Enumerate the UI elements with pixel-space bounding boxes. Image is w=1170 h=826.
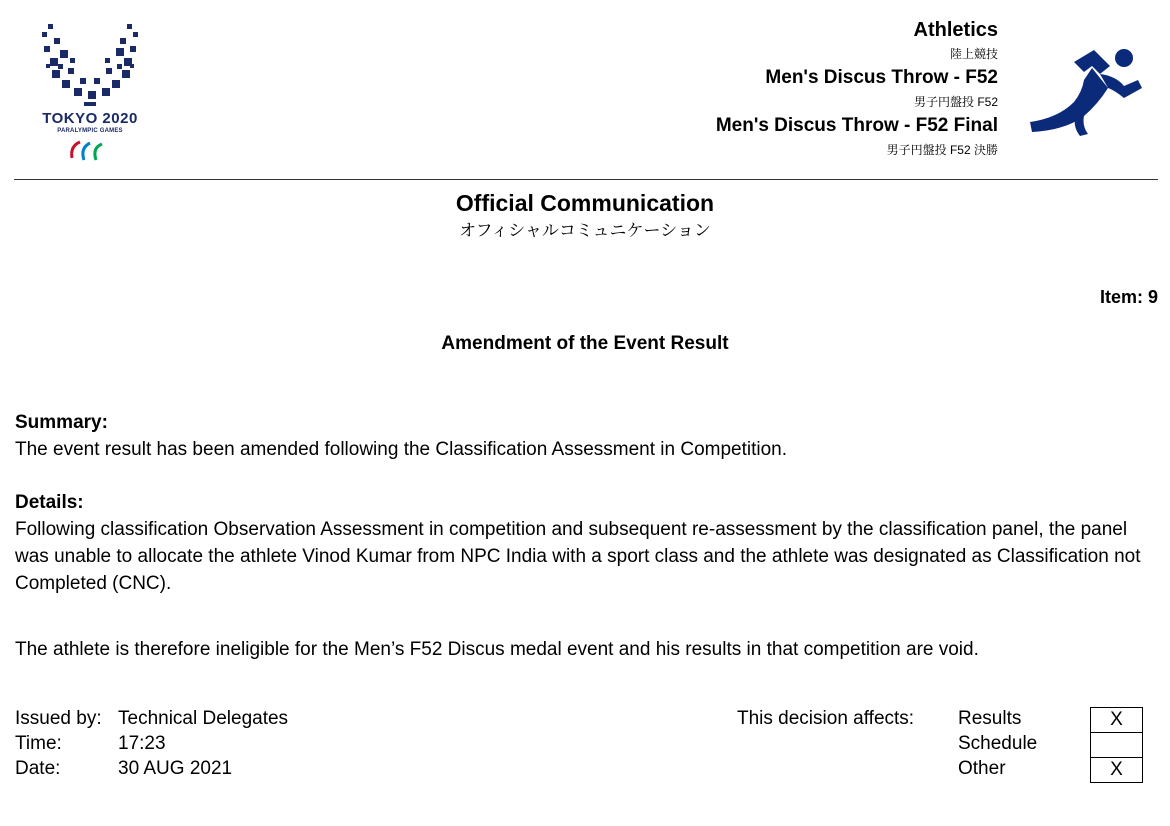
sport-name: Athletics: [913, 19, 998, 41]
logo-text: TOKYO 2020: [42, 110, 138, 127]
event-title-block: [716, 18, 998, 162]
event-name-jp: 男子円盤投 F52: [913, 95, 998, 109]
schedule-mark-box: [1091, 733, 1142, 758]
date-label: Date:: [15, 758, 61, 779]
results-mark-box: X: [1091, 708, 1142, 733]
affects-list: [958, 706, 1037, 781]
phase-name: Men's Discus Throw - F52 Final: [715, 115, 998, 136]
issued-by-value: Technical Delegates: [118, 708, 289, 729]
affects-item-other: Other: [958, 758, 1006, 779]
issued-info: [15, 706, 288, 781]
summary-text: The event result has been amended following the Classification Assessment in Competition.: [15, 439, 788, 460]
document-body: [15, 409, 1160, 663]
phase-name-jp: 男子円盤投 F52 決勝: [886, 143, 998, 157]
details-label: Details:: [15, 492, 84, 513]
tokyo-2020-paralympic-logo: [40, 18, 140, 168]
header-divider: [14, 179, 1158, 180]
date-value: 30 AUG 2021: [118, 758, 233, 779]
affects-checkboxes: [1090, 707, 1143, 783]
item-number: Item: 9: [1099, 287, 1158, 307]
communication-title: [0, 188, 1170, 244]
time-label: Time:: [15, 733, 62, 754]
subject-title: Amendment of the Event Result: [441, 333, 729, 354]
affects-label: This decision affects:: [737, 708, 915, 729]
issued-by-label: Issued by:: [15, 708, 102, 729]
affects-item-schedule: Schedule: [958, 733, 1038, 754]
event-name: Men's Discus Throw - F52: [765, 67, 998, 88]
summary-label: Summary:: [15, 412, 108, 433]
sport-name-jp: 陸上競技: [949, 47, 998, 61]
other-mark-box: X: [1110, 759, 1123, 780]
time-value: 17:23: [118, 733, 166, 754]
agitos-icon: [66, 138, 114, 164]
emblem-icon: [40, 18, 140, 108]
details-text: Following classification Observation Assessment in competition and subsequent re-assessment by the classification panel, the panel was unable to allocate the athlete Vinod Kumar from NPC India with a sport class and the athlete was designated as Classification not Completed (CNC).: [15, 519, 1141, 594]
communication-title-en: Official Communication: [455, 190, 715, 216]
communication-title-jp: オフィシャルコミュニケーション: [459, 221, 711, 240]
conclusion-text: The athlete is therefore ineligible for the Men’s F52 Discus medal event and his results in that competition are void.: [15, 639, 979, 660]
affects-item-results: Results: [958, 708, 1022, 729]
athletics-pictogram-icon: [1028, 46, 1143, 136]
logo-subtext: PARALYMPIC GAMES: [57, 128, 123, 134]
